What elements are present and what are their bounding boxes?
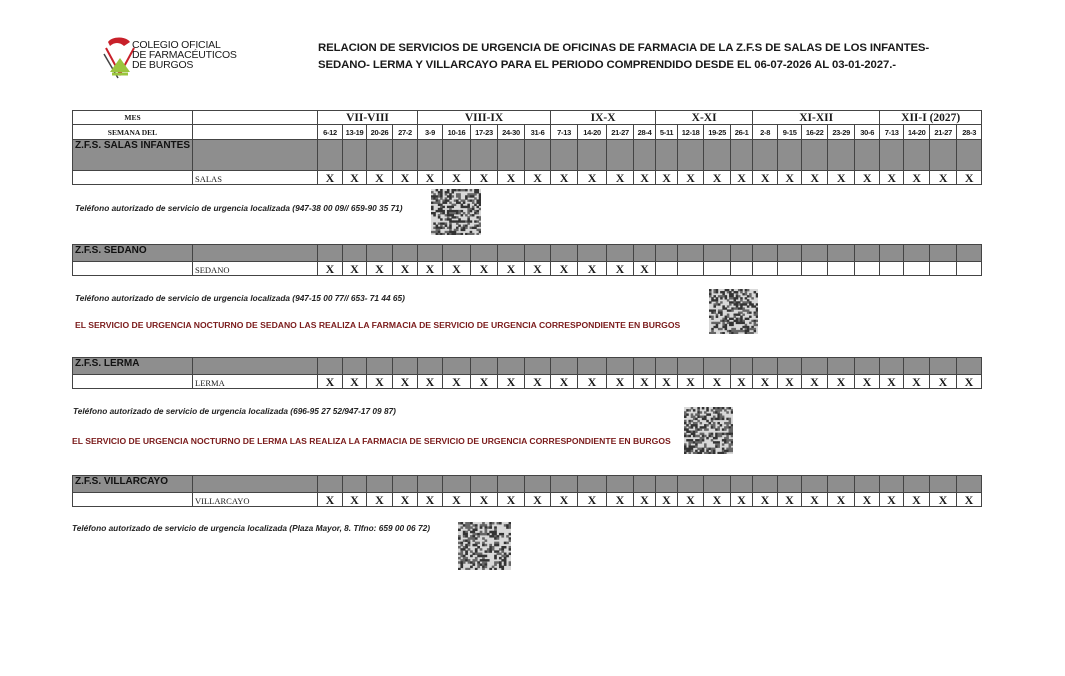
city-name: SEDANO: [193, 262, 318, 276]
zone-shaded-cell: [607, 476, 634, 493]
zone-shaded-cell: [418, 476, 443, 493]
duty-mark: [778, 262, 802, 276]
phone-villarcayo: Teléfono autorizado de servicio de urgencia localizada (Plaza Mayor, 8. Tlfno: 659 00 06 72): [72, 523, 430, 533]
zone-shaded-cell: [634, 140, 656, 171]
zone-shaded-cell: [957, 358, 982, 375]
week-header: 30-6: [855, 125, 880, 140]
duty-mark: X: [393, 375, 418, 389]
zone-name: Z.F.S. SALAS INFANTES: [73, 140, 193, 171]
qr-code-icon: [458, 522, 511, 570]
duty-mark: X: [656, 375, 678, 389]
duty-mark: X: [367, 375, 393, 389]
zone-shaded-cell: [393, 140, 418, 171]
duty-mark: [855, 262, 880, 276]
duty-mark: X: [678, 493, 704, 507]
zone-shaded-cell: [634, 476, 656, 493]
zone-shaded-cell: [343, 358, 367, 375]
logo-line-1: COLEGIO OFICIAL: [132, 39, 221, 51]
zone-name: Z.F.S. LERMA: [73, 358, 193, 375]
week-header: 5-11: [656, 125, 678, 140]
week-header: 19-25: [704, 125, 731, 140]
zone-shaded-cell: [318, 140, 343, 171]
duty-mark: X: [318, 262, 343, 276]
week-header: 28-4: [634, 125, 656, 140]
zone-shaded-cell: [704, 476, 731, 493]
zone-shaded-cell: [704, 245, 731, 262]
schedule-table-sedano: [72, 244, 982, 276]
city-name: SALAS: [193, 171, 318, 185]
zone-shaded-cell: [880, 140, 904, 171]
duty-mark: X: [471, 375, 498, 389]
zone-shaded-cell: [704, 140, 731, 171]
zone-shaded-cell: [904, 245, 930, 262]
zone-shaded-cell: [904, 358, 930, 375]
note-sedano: EL SERVICIO DE URGENCIA NOCTURNO DE SEDANO LAS REALIZA LA FARMACIA DE SERVICIO DE URGENCIA CORRESPONDIENTE EN BURGOS: [75, 320, 681, 330]
duty-mark: X: [498, 493, 525, 507]
duty-mark: X: [525, 375, 551, 389]
zone-shaded-cell: [343, 245, 367, 262]
duty-mark: X: [778, 493, 802, 507]
zone-shaded-cell: [634, 358, 656, 375]
zone-shaded-cell: [828, 476, 855, 493]
duty-mark: X: [957, 375, 982, 389]
duty-mark: X: [855, 375, 880, 389]
zone-shaded-cell: [471, 358, 498, 375]
zone-shaded-cell: [193, 140, 318, 171]
zone-shaded-cell: [525, 245, 551, 262]
duty-mark: X: [634, 493, 656, 507]
duty-mark: X: [498, 171, 525, 185]
zone-shaded-cell: [930, 140, 957, 171]
zone-shaded-cell: [578, 140, 607, 171]
zone-shaded-cell: [607, 140, 634, 171]
phone-lerma: Teléfono autorizado de servicio de urgencia localizada (696-95 27 52/947-17 09 87): [73, 406, 396, 416]
duty-mark: X: [930, 493, 957, 507]
duty-mark: [678, 262, 704, 276]
duty-mark: X: [855, 493, 880, 507]
duty-mark: X: [828, 171, 855, 185]
zone-shaded-cell: [367, 358, 393, 375]
duty-mark: X: [731, 375, 753, 389]
duty-mark: X: [418, 262, 443, 276]
week-header: 17-23: [471, 125, 498, 140]
zone-shaded-cell: [678, 476, 704, 493]
duty-mark: X: [634, 171, 656, 185]
title-line-1: RELACION DE SERVICIOS DE URGENCIA DE OFICINAS DE FARMACIA DE LA Z.F.S DE SALAS DE LOS INFANTES-: [318, 42, 930, 54]
duty-mark: [880, 262, 904, 276]
duty-mark: X: [551, 171, 578, 185]
duty-mark: X: [498, 375, 525, 389]
duty-mark: X: [957, 171, 982, 185]
zone-shaded-cell: [443, 358, 471, 375]
zone-shaded-cell: [318, 476, 343, 493]
duty-mark: X: [393, 262, 418, 276]
duty-mark: [656, 262, 678, 276]
week-header: 23-29: [828, 125, 855, 140]
zone-shaded-cell: [753, 358, 778, 375]
zone-shaded-cell: [393, 358, 418, 375]
week-header: 21-27: [607, 125, 634, 140]
week-header: 14-20: [904, 125, 930, 140]
duty-mark: X: [578, 262, 607, 276]
zone-shaded-cell: [656, 358, 678, 375]
zone-shaded-cell: [634, 245, 656, 262]
zone-shaded-cell: [855, 140, 880, 171]
duty-mark: X: [418, 375, 443, 389]
zone-shaded-cell: [880, 245, 904, 262]
zone-shaded-cell: [418, 358, 443, 375]
duty-mark: X: [367, 262, 393, 276]
zone-shaded-cell: [551, 358, 578, 375]
duty-mark: X: [318, 375, 343, 389]
zone-shaded-cell: [578, 476, 607, 493]
duty-mark: [904, 262, 930, 276]
zone-shaded-cell: [880, 476, 904, 493]
zone-shaded-cell: [318, 358, 343, 375]
qr-code-icon: [684, 407, 733, 454]
duty-mark: X: [904, 171, 930, 185]
duty-mark: X: [656, 171, 678, 185]
zone-shaded-cell: [855, 245, 880, 262]
zone-shaded-cell: [343, 476, 367, 493]
week-header: 10-16: [443, 125, 471, 140]
duty-mark: X: [367, 171, 393, 185]
duty-mark: X: [471, 171, 498, 185]
duty-mark: X: [367, 493, 393, 507]
duty-mark: X: [634, 262, 656, 276]
zone-shaded-cell: [471, 245, 498, 262]
zone-shaded-cell: [318, 245, 343, 262]
month-header: IX-X: [551, 111, 656, 125]
duty-mark: X: [318, 171, 343, 185]
header-blank-cell: [193, 111, 318, 125]
duty-mark: X: [443, 171, 471, 185]
week-header: 16-22: [802, 125, 828, 140]
zone-shaded-cell: [418, 245, 443, 262]
week-header: 13-19: [343, 125, 367, 140]
month-header: XII-I (2027): [880, 111, 982, 125]
zone-shaded-cell: [193, 245, 318, 262]
city-name: VILLARCAYO: [193, 493, 318, 507]
duty-mark: X: [880, 171, 904, 185]
duty-mark: X: [802, 171, 828, 185]
zone-shaded-cell: [498, 358, 525, 375]
duty-mark: [753, 262, 778, 276]
duty-mark: X: [525, 171, 551, 185]
schedule-table-salas: [72, 110, 982, 185]
week-header: 12-18: [678, 125, 704, 140]
phone-salas: Teléfono autorizado de servicio de urgencia localizada (947-38 00 09// 659-90 35 71): [75, 203, 403, 213]
zone-shaded-cell: [367, 140, 393, 171]
zone-shaded-cell: [930, 245, 957, 262]
week-header: 7-13: [880, 125, 904, 140]
duty-mark: X: [343, 493, 367, 507]
zone-shaded-cell: [802, 476, 828, 493]
zone-blank-cell: [73, 375, 193, 389]
month-header: VII-VIII: [318, 111, 418, 125]
schedule-table-villarcayo: [72, 475, 982, 507]
duty-mark: X: [578, 375, 607, 389]
duty-mark: X: [525, 493, 551, 507]
zone-shaded-cell: [578, 358, 607, 375]
duty-mark: X: [343, 262, 367, 276]
zone-shaded-cell: [193, 358, 318, 375]
duty-mark: X: [418, 493, 443, 507]
duty-mark: X: [678, 375, 704, 389]
duty-mark: X: [418, 171, 443, 185]
zone-shaded-cell: [880, 358, 904, 375]
duty-mark: X: [753, 375, 778, 389]
duty-mark: X: [343, 171, 367, 185]
zone-shaded-cell: [443, 245, 471, 262]
zone-blank-cell: [73, 171, 193, 185]
week-header: 27-2: [393, 125, 418, 140]
zone-shaded-cell: [930, 476, 957, 493]
qr-code-icon: [431, 189, 481, 235]
duty-mark: [704, 262, 731, 276]
zone-shaded-cell: [443, 476, 471, 493]
week-header: 31-6: [525, 125, 551, 140]
zone-shaded-cell: [778, 358, 802, 375]
duty-mark: X: [471, 493, 498, 507]
duty-mark: X: [551, 493, 578, 507]
zone-shaded-cell: [551, 140, 578, 171]
zone-shaded-cell: [731, 245, 753, 262]
duty-mark: X: [704, 171, 731, 185]
month-header: XI-XII: [753, 111, 880, 125]
zone-shaded-cell: [525, 476, 551, 493]
zone-shaded-cell: [418, 140, 443, 171]
zone-blank-cell: [73, 262, 193, 276]
duty-mark: X: [634, 375, 656, 389]
zone-blank-cell: [73, 493, 193, 507]
zone-shaded-cell: [753, 245, 778, 262]
duty-mark: X: [930, 375, 957, 389]
zone-shaded-cell: [828, 245, 855, 262]
zone-name: Z.F.S. VILLARCAYO: [73, 476, 193, 493]
duty-mark: X: [731, 493, 753, 507]
duty-mark: X: [443, 375, 471, 389]
zone-shaded-cell: [656, 245, 678, 262]
duty-mark: X: [880, 375, 904, 389]
duty-mark: [802, 262, 828, 276]
week-header: 14-20: [578, 125, 607, 140]
duty-mark: X: [443, 493, 471, 507]
qr-code-icon: [709, 289, 758, 334]
phone-sedano: Teléfono autorizado de servicio de urgencia localizada (947-15 00 77// 653- 71 44 65): [75, 293, 405, 303]
zone-shaded-cell: [678, 358, 704, 375]
duty-mark: X: [498, 262, 525, 276]
duty-mark: X: [904, 375, 930, 389]
duty-mark: X: [704, 375, 731, 389]
semana-label: SEMANA DEL: [73, 125, 193, 140]
week-header: 21-27: [930, 125, 957, 140]
zone-shaded-cell: [551, 476, 578, 493]
duty-mark: X: [802, 493, 828, 507]
duty-mark: [731, 262, 753, 276]
week-header: 2-8: [753, 125, 778, 140]
duty-mark: [828, 262, 855, 276]
zone-shaded-cell: [957, 245, 982, 262]
zone-shaded-cell: [904, 140, 930, 171]
zone-shaded-cell: [551, 245, 578, 262]
duty-mark: X: [957, 493, 982, 507]
logo-text: [132, 40, 237, 70]
duty-mark: X: [880, 493, 904, 507]
zone-shaded-cell: [778, 140, 802, 171]
duty-mark: X: [393, 171, 418, 185]
week-header: 24-30: [498, 125, 525, 140]
duty-mark: X: [704, 493, 731, 507]
week-header: 3-9: [418, 125, 443, 140]
zone-shaded-cell: [731, 358, 753, 375]
zone-shaded-cell: [778, 476, 802, 493]
month-header: X-XI: [656, 111, 753, 125]
week-header: 6-12: [318, 125, 343, 140]
duty-mark: X: [443, 262, 471, 276]
zone-shaded-cell: [678, 245, 704, 262]
zone-shaded-cell: [957, 476, 982, 493]
zone-shaded-cell: [802, 245, 828, 262]
zone-shaded-cell: [498, 245, 525, 262]
city-name: LERMA: [193, 375, 318, 389]
month-header: VIII-IX: [418, 111, 551, 125]
duty-mark: X: [753, 171, 778, 185]
week-header: 9-15: [778, 125, 802, 140]
logo-line-3: DE BURGOS: [132, 59, 194, 71]
duty-mark: X: [393, 493, 418, 507]
duty-mark: X: [607, 262, 634, 276]
duty-mark: X: [678, 171, 704, 185]
zone-shaded-cell: [607, 358, 634, 375]
zone-shaded-cell: [904, 476, 930, 493]
zone-shaded-cell: [525, 140, 551, 171]
week-header: 28-3: [957, 125, 982, 140]
zone-shaded-cell: [367, 476, 393, 493]
duty-mark: X: [607, 493, 634, 507]
college-logo: [100, 34, 240, 90]
zone-shaded-cell: [828, 358, 855, 375]
zone-shaded-cell: [855, 476, 880, 493]
schedule-table-lerma: [72, 357, 982, 389]
duty-mark: X: [525, 262, 551, 276]
zone-shaded-cell: [753, 476, 778, 493]
duty-mark: X: [855, 171, 880, 185]
week-header: 7-13: [551, 125, 578, 140]
zone-shaded-cell: [498, 476, 525, 493]
duty-mark: X: [828, 375, 855, 389]
duty-mark: X: [656, 493, 678, 507]
zone-shaded-cell: [607, 245, 634, 262]
zone-shaded-cell: [367, 245, 393, 262]
zone-shaded-cell: [778, 245, 802, 262]
week-header: 20-26: [367, 125, 393, 140]
zone-shaded-cell: [802, 140, 828, 171]
duty-mark: X: [471, 262, 498, 276]
zone-shaded-cell: [704, 358, 731, 375]
duty-mark: X: [904, 493, 930, 507]
zone-shaded-cell: [471, 476, 498, 493]
zone-shaded-cell: [957, 140, 982, 171]
duty-mark: X: [343, 375, 367, 389]
duty-mark: X: [607, 171, 634, 185]
zone-shaded-cell: [393, 245, 418, 262]
duty-mark: X: [778, 171, 802, 185]
duty-mark: X: [828, 493, 855, 507]
duty-mark: X: [318, 493, 343, 507]
duty-mark: X: [731, 171, 753, 185]
title-line-2: SEDANO- LERMA Y VILLARCAYO PARA EL PERIODO COMPRENDIDO DESDE EL 06-07-2026 AL 03-01-2027.-: [318, 59, 896, 71]
zone-shaded-cell: [656, 476, 678, 493]
duty-mark: X: [578, 493, 607, 507]
duty-mark: X: [578, 171, 607, 185]
note-lerma: EL SERVICIO DE URGENCIA NOCTURNO DE LERMA LAS REALIZA LA FARMACIA DE SERVICIO DE URGENCIA CORRESPONDIENTE EN BURGOS: [72, 436, 671, 446]
duty-mark: X: [778, 375, 802, 389]
zone-shaded-cell: [753, 140, 778, 171]
document-title: [318, 40, 929, 74]
header-blank-cell: [193, 125, 318, 140]
duty-mark: X: [551, 375, 578, 389]
zone-shaded-cell: [498, 140, 525, 171]
zone-shaded-cell: [828, 140, 855, 171]
duty-mark: X: [802, 375, 828, 389]
zone-shaded-cell: [802, 358, 828, 375]
zone-shaded-cell: [656, 140, 678, 171]
week-header: 26-1: [731, 125, 753, 140]
zone-shaded-cell: [193, 476, 318, 493]
zone-shaded-cell: [443, 140, 471, 171]
zone-shaded-cell: [343, 140, 367, 171]
zone-shaded-cell: [393, 476, 418, 493]
duty-mark: X: [607, 375, 634, 389]
duty-mark: X: [551, 262, 578, 276]
duty-mark: X: [753, 493, 778, 507]
zone-name: Z.F.S. SEDANO: [73, 245, 193, 262]
zone-shaded-cell: [578, 245, 607, 262]
mes-label: MES: [73, 111, 193, 125]
zone-shaded-cell: [731, 476, 753, 493]
logo-line-2: DE FARMACÉUTICOS: [132, 49, 237, 61]
duty-mark: X: [930, 171, 957, 185]
duty-mark: [930, 262, 957, 276]
zone-shaded-cell: [855, 358, 880, 375]
duty-mark: [957, 262, 982, 276]
zone-shaded-cell: [930, 358, 957, 375]
zone-shaded-cell: [471, 140, 498, 171]
zone-shaded-cell: [678, 140, 704, 171]
zone-shaded-cell: [525, 358, 551, 375]
zone-shaded-cell: [731, 140, 753, 171]
